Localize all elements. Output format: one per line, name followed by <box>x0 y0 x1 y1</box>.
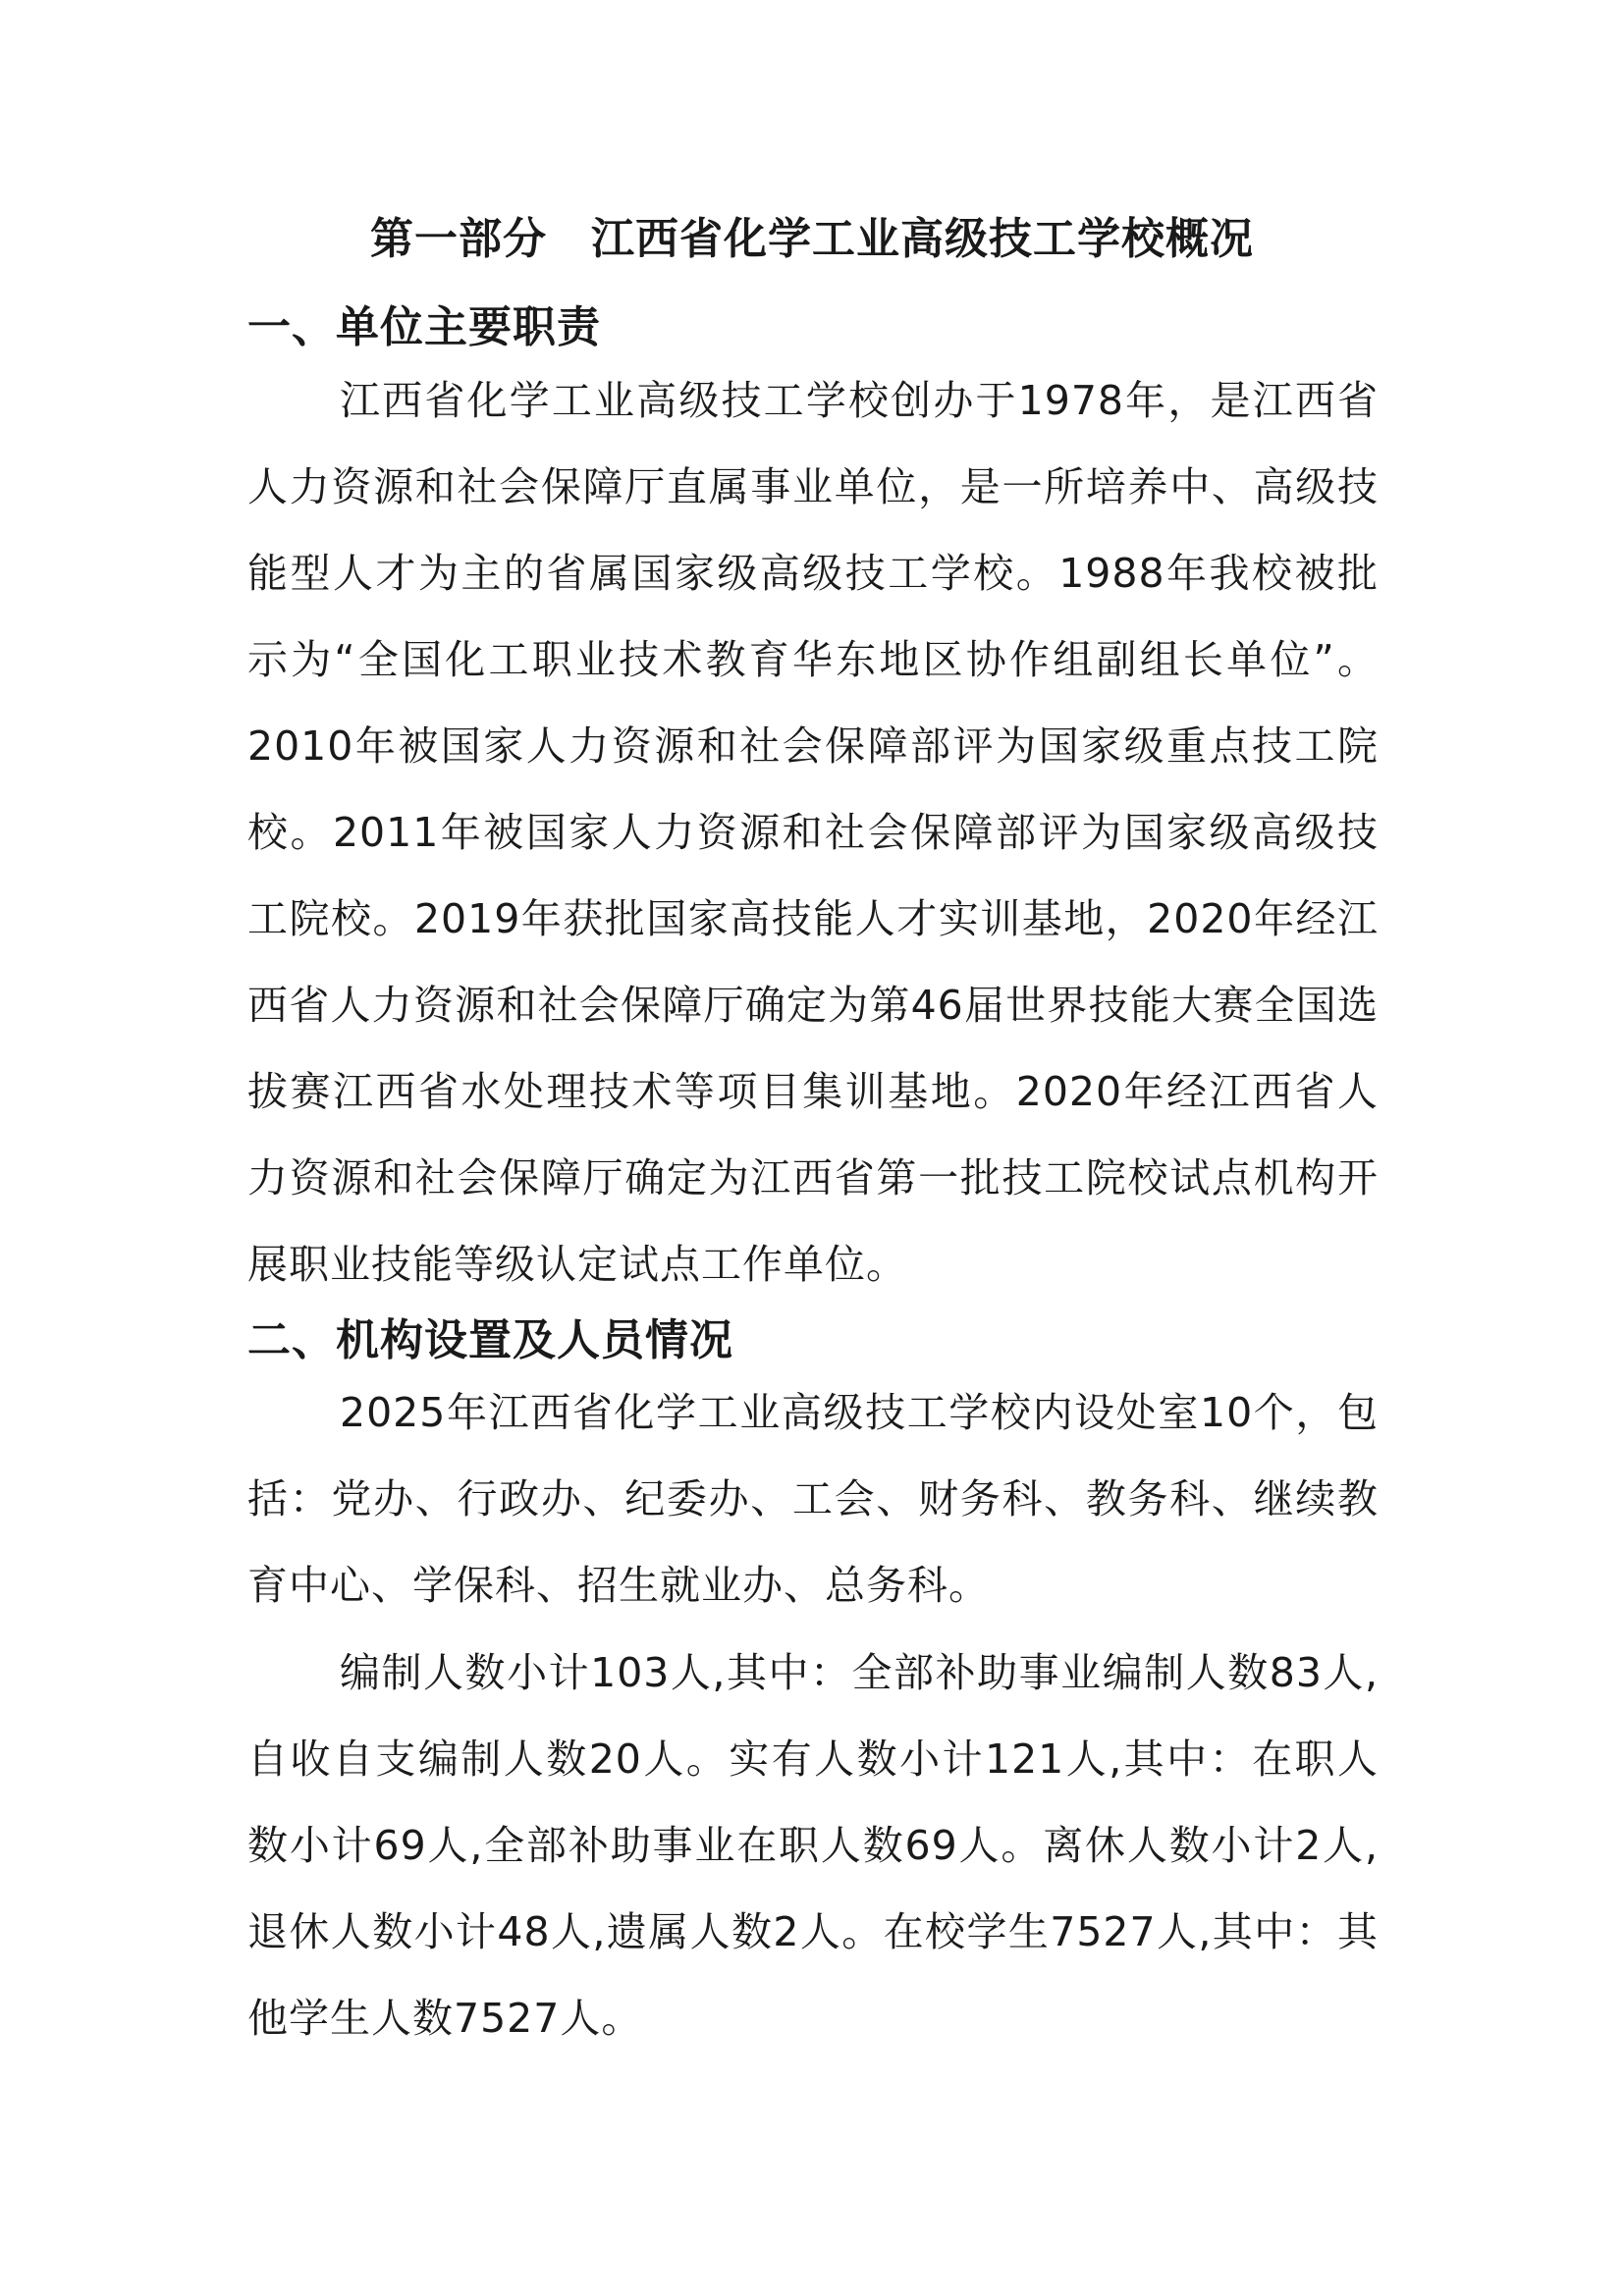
paragraph-school-profile: 江西省化学工业高级技工学校创办于1978年，是江西省人力资源和社会保障厅直属事业单位，是一所培养中、高级技能型人才为主的省属国家级高级技工学校。1988年我校被批示为“全国化工职业技术教育华东地区协作组副组长单位”。2010年被国家人力资源和社会保障部评为国家级重点技工院校。2011年被国家人力资源和社会保障部评为国家级高级技工院校。2019年获批国家高技能人才实训基地，2020年经江西省人力资源和社会保障厅确定为第46届世界技能大赛全国选拔赛江西省水处理技术等项目集训基地。2020年经江西省人力资源和社会保障厅确定为江西省第一批技工院校试点机构开展职业技能等级认定试点工作单位。 <box>247 377 1379 1288</box>
paragraph-staffing: 编制人数小计103人,其中：全部补助事业编制人数83人,自收自支编制人数20人。实有人数小计121人,其中：在职人数小计69人,全部补助事业在职人数69人。离休人数小计2人,退休人数小计48人,遗属人数2人。在校学生7527人,其中：其他学生人数7527人。 <box>247 1649 1379 2042</box>
section-heading-responsibilities: 一、单位主要职责 <box>247 302 601 352</box>
section-heading-organization: 二、机构设置及人员情况 <box>247 1315 733 1365</box>
paragraph-departments: 2025年江西省化学工业高级技工学校内设处室10个，包括：党办、行政办、纪委办、工会、财务科、教务科、继续教育中心、学保科、招生就业办、总务科。 <box>247 1389 1379 1609</box>
page-title: 第一部分 江西省化学工业高级技工学校概况 <box>370 214 1254 264</box>
